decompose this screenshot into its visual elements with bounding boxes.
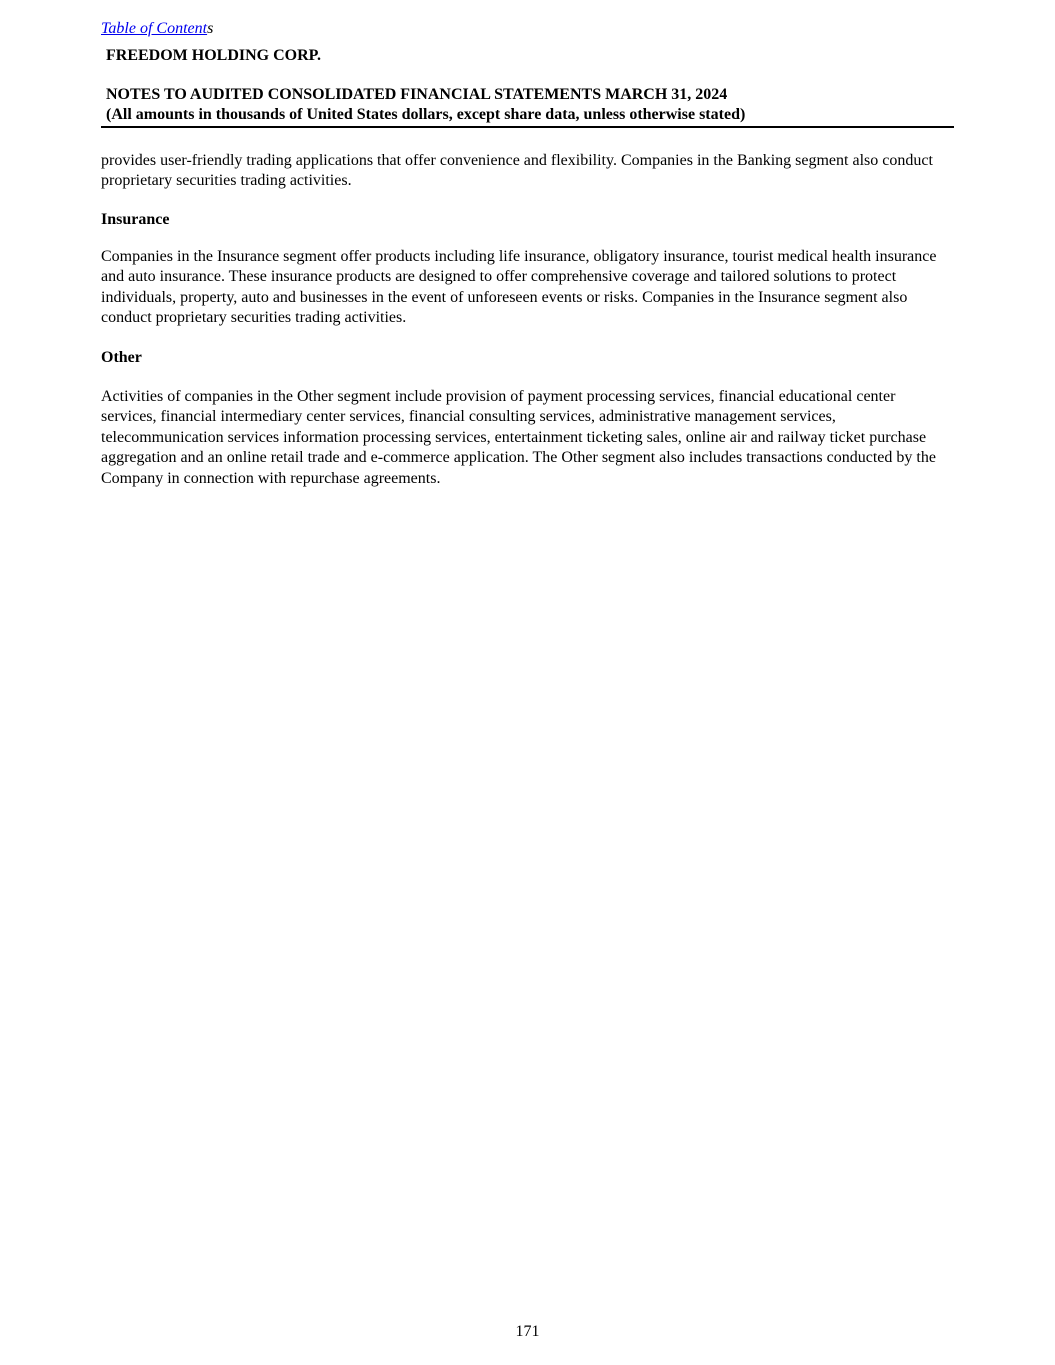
- insurance-heading: Insurance: [101, 211, 170, 228]
- notes-title: NOTES TO AUDITED CONSOLIDATED FINANCIAL STATEMENTS MARCH 31, 2024: [106, 86, 728, 103]
- banking-continuation-paragraph: provides user-friendly trading applications that offer convenience and flexibility. Companies in the Banking segment also conduct proprietary securities trading activities.: [101, 152, 933, 190]
- table-of-contents-link[interactable]: Table of Content: [101, 20, 208, 37]
- notes-header: [106, 85, 745, 125]
- company-name: FREEDOM HOLDING CORP.: [106, 47, 321, 64]
- notes-subtitle: (All amounts in thousands of United States dollars, except share data, unless otherwise stated): [106, 106, 746, 123]
- table-of-contents-suffix: s: [207, 20, 214, 37]
- page-number: 171: [515, 1323, 540, 1340]
- header-divider: [101, 126, 954, 128]
- other-heading: Other: [101, 349, 142, 366]
- other-paragraph: Activities of companies in the Other segment include provision of payment processing services, financial educational center services, financial intermediary center services, financial consulting services, administrative management services, telecommunication services information processing services, entertainment ticketing sales, online air and railway ticket purchase aggregation and an online retail trade and e-commerce application. The Other segment also includes transactions conducted by the Company in connection with repurchase agreements.: [101, 388, 936, 487]
- table-of-contents-row: [101, 19, 213, 39]
- insurance-paragraph: Companies in the Insurance segment offer products including life insurance, obligatory insurance, tourist medical health insurance and auto insurance. These insurance products are designed to offer comprehensive coverage and tailored solutions to protect individuals, property, auto and businesses in the event of unforeseen events or risks. Companies in the Insurance segment also conduct proprietary securities trading activities.: [101, 248, 937, 327]
